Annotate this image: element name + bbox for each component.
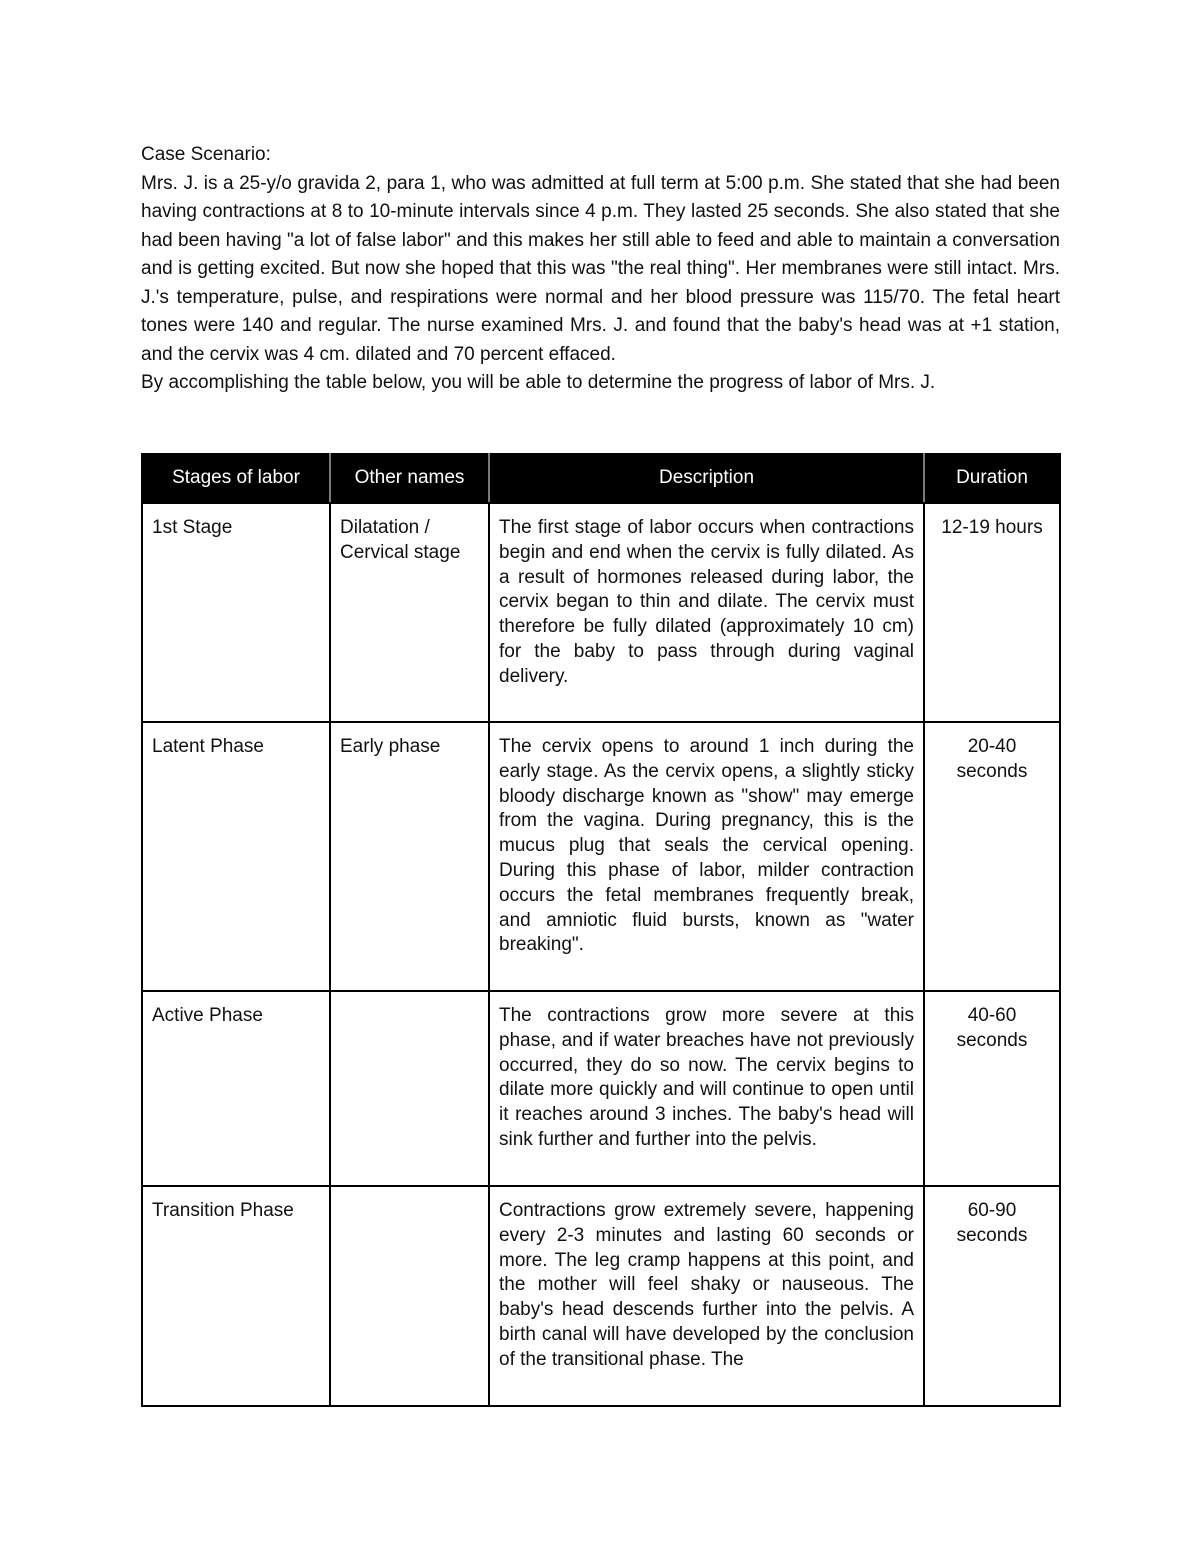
duration-cell: 40-60 seconds: [924, 991, 1060, 1186]
duration-cell: 20-40 seconds: [924, 722, 1060, 991]
table-header-row: [142, 454, 1060, 503]
table-row: [142, 503, 1060, 722]
other-names-cell: Early phase: [330, 722, 489, 991]
scenario-closing: By accomplishing the table below, you will be able to determine the progress of labor of Mrs. J.: [141, 372, 936, 393]
other-names-cell: [330, 1186, 489, 1406]
table-row: [142, 1186, 1060, 1406]
header-other-names: Other names: [330, 454, 489, 503]
description-text: Contractions grow extremely severe, happening every 2-3 minutes and lasting 60 seconds or more. The leg cramp happens at this point, and the mother will feel shaky or nauseous. The baby's head descends further into the pelvis. A birth canal will have developed by the conclusion of the transitional phase. The: [499, 1200, 914, 1370]
duration-cell: 60-90 seconds: [924, 1186, 1060, 1406]
table-row: [142, 722, 1060, 991]
header-description: Description: [489, 454, 924, 503]
description-cell: [489, 1186, 924, 1406]
stage-cell: 1st Stage: [142, 503, 330, 722]
scenario-body: Mrs. J. is a 25-y/o gravida 2, para 1, who was admitted at full term at 5:00 p.m. She stated that she had been having contractions at 8 to 10-minute intervals since 4 p.m. They lasted 25 seconds. She also stated that she had been having "a lot of false labor" and this makes her still able to feed and able to maintain a conversation and is getting excited. But now she hoped that this was "the real thing". Her membranes were still intact. Mrs. J.'s temperature, pulse, and respirations were normal and her blood pressure was 115/70. The fetal heart tones were 140 and regular. The nurse examined Mrs. J. and found that the baby's head was at +1 station, and the cervix was 4 cm. dilated and 70 percent effaced.: [141, 172, 1060, 365]
case-scenario: [141, 141, 1060, 398]
description-cell: The first stage of labor occurs when contractions begin and end when the cervix is fully dilated. As a result of hormones released during labor, the cervix began to thin and dilate. The cervix must therefore be fully dilated (approximately 10 cm) for the baby to pass through during vaginal delivery.: [489, 503, 924, 722]
description-cell: The contractions grow more severe at this phase, and if water breaches have not previously occurred, they do so now. The cervix begins to dilate more quickly and will continue to open until it reaches around 3 inches. The baby's head will sink further and further into the pelvis.: [489, 991, 924, 1186]
description-cell: The cervix opens to around 1 inch during the early stage. As the cervix opens, a slightly sticky bloody discharge known as "show" may emerge from the vagina. During pregnancy, this is the mucus plug that seals the cervical opening. During this phase of labor, milder contraction occurs the fetal membranes frequently break, and amniotic fluid bursts, known as "water breaking".: [489, 722, 924, 991]
header-duration: Duration: [924, 454, 1060, 503]
header-stages-of-labor: Stages of labor: [142, 454, 330, 503]
stage-cell: Active Phase: [142, 991, 330, 1186]
table-row: [142, 991, 1060, 1186]
duration-cell: 12-19 hours: [924, 503, 1060, 722]
other-names-cell: Dilatation / Cervical stage: [330, 503, 489, 722]
stage-cell: Transition Phase: [142, 1186, 330, 1406]
scenario-title: Case Scenario:: [141, 144, 271, 165]
stage-cell: Latent Phase: [142, 722, 330, 991]
labor-stages-table: [141, 453, 1061, 1407]
other-names-cell: [330, 991, 489, 1186]
